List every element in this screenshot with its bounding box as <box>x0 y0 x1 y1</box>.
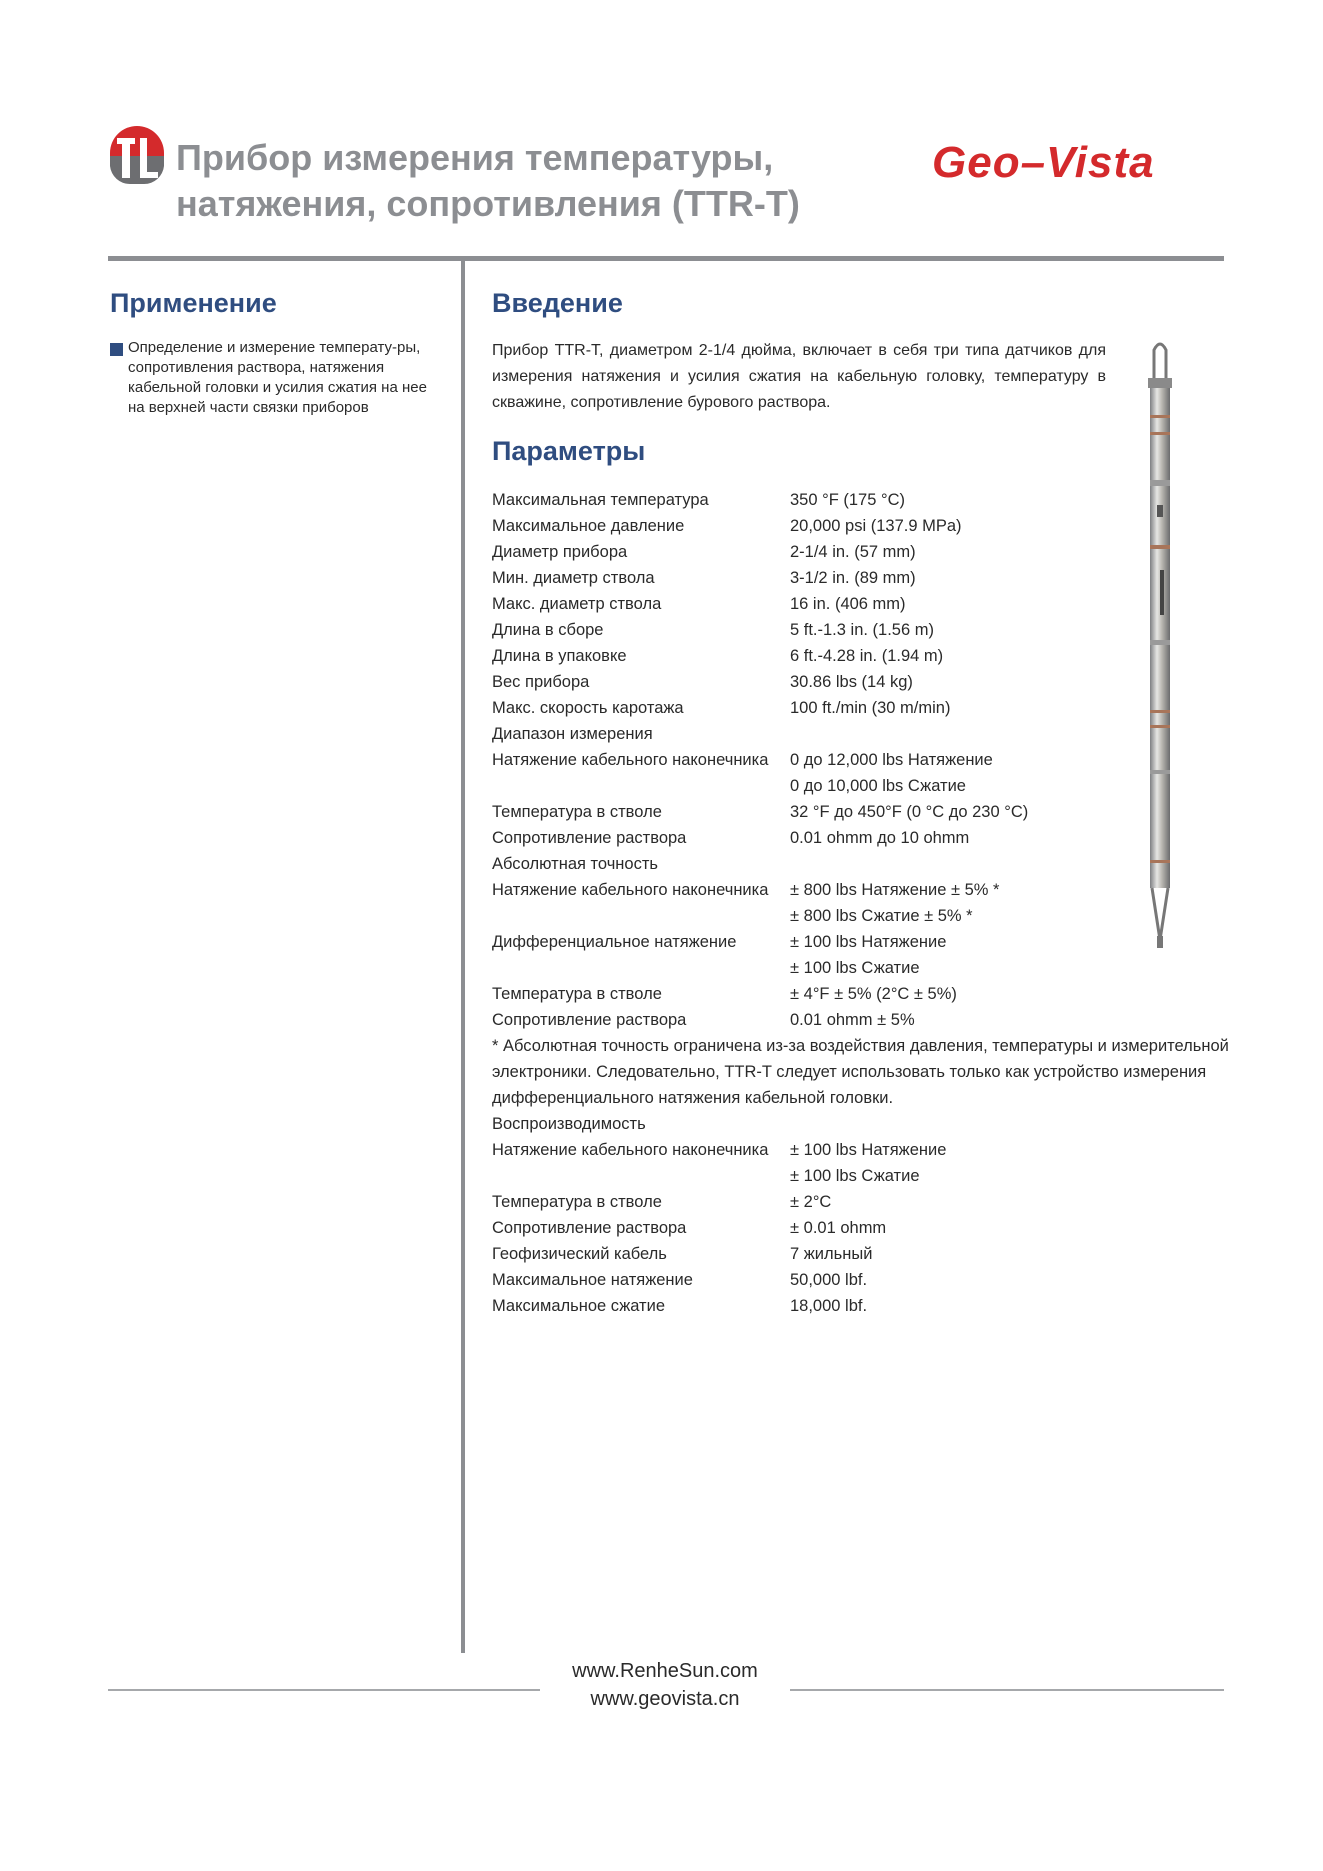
parameter-value: ± 100 lbs Сжатие <box>790 959 920 977</box>
bullet-square-icon <box>110 343 123 356</box>
parameter-row <box>492 591 1252 617</box>
parameter-value: 0 до 12,000 lbs Натяжение <box>790 751 993 769</box>
parameter-label: Диаметр прибора <box>492 543 628 561</box>
parameter-label: Натяжение кабельного наконечника <box>492 881 769 899</box>
parameter-label: Длина в сборе <box>492 621 604 639</box>
parameter-row <box>492 1293 1252 1319</box>
parameter-label: Воспроизводимость <box>492 1115 646 1133</box>
footer-divider-left <box>108 1689 540 1691</box>
parameter-row <box>492 487 1252 513</box>
parameter-label: Температура в стволе <box>492 1193 662 1211</box>
column-divider <box>461 260 465 1653</box>
parameter-value: 6 ft.-4.28 in. (1.94 m) <box>790 647 944 665</box>
parameter-row <box>492 929 1252 955</box>
parameter-label: Температура в стволе <box>492 985 662 1003</box>
parameter-row <box>492 825 1252 851</box>
parameter-row <box>492 1267 1252 1293</box>
parameter-row <box>492 1137 1252 1163</box>
parameter-row <box>492 1007 1252 1033</box>
parameter-row <box>492 539 1252 565</box>
parameter-row <box>492 773 1252 799</box>
parameter-label: Мин. диаметр ствола <box>492 569 655 587</box>
parameter-value: ± 100 lbs Натяжение <box>790 933 947 951</box>
title-line-2: натяжения, сопротивления (TTR-T) <box>176 183 800 224</box>
parameter-value: ± 800 lbs Натяжение ± 5% * <box>790 881 1000 899</box>
parameter-value: ± 2°C <box>790 1193 832 1211</box>
parameter-value: 32 °F до 450°F (0 °C до 230 °C) <box>790 803 1029 821</box>
parameter-row <box>492 955 1252 981</box>
parameter-label: Вес прибора <box>492 673 590 691</box>
parameter-value: 16 in. (406 mm) <box>790 595 906 613</box>
parameter-value: 18,000 lbf. <box>790 1297 868 1315</box>
parameter-label: Максимальное давление <box>492 517 685 535</box>
parameter-value: 20,000 psi (137.9 MPa) <box>790 517 962 535</box>
page-title <box>176 135 896 227</box>
footer-link-geovista[interactable]: www.geovista.cn <box>590 1688 740 1710</box>
parameter-value: ± 800 lbs Сжатие ± 5% * <box>790 907 973 925</box>
introduction-heading: Введение <box>492 288 623 318</box>
parameters-table <box>492 487 1252 1319</box>
parameter-label: Абсолютная точность <box>492 855 658 873</box>
parameter-value: 350 °F (175 °C) <box>790 491 905 509</box>
parameter-row <box>492 877 1252 903</box>
parameter-label: Сопротивление раствора <box>492 829 687 847</box>
parameter-label: Максимальное сжатие <box>492 1297 666 1315</box>
parameter-row <box>492 851 1252 877</box>
parameter-value: 0 до 10,000 lbs Сжатие <box>790 777 966 795</box>
footer-link-renhesun[interactable]: www.RenheSun.com <box>572 1660 758 1682</box>
geo-vista-logo: Geo–Vista <box>932 138 1155 187</box>
parameter-row <box>492 643 1252 669</box>
parameter-label: Натяжение кабельного наконечника <box>492 1141 769 1159</box>
parameter-label: Максимальная температура <box>492 491 709 509</box>
parameter-row <box>492 1111 1252 1137</box>
application-heading: Применение <box>110 288 277 318</box>
accuracy-note: * Абсолютная точность ограничена из-за воздействия давления, температуры и измерительной электроники. Следовательно, TTR-T следует использовать только как устройство измерения дифференциального натяжения кабельной головки. <box>492 1037 1229 1107</box>
header-divider <box>108 256 1224 261</box>
parameter-value: 7 жильный <box>790 1245 873 1263</box>
parameter-label: Дифференциальное натяжение <box>492 933 737 951</box>
parameter-row <box>492 799 1252 825</box>
parameter-label: Сопротивление раствора <box>492 1219 687 1237</box>
parameter-row <box>492 1241 1252 1267</box>
parameter-row <box>492 721 1252 747</box>
parameter-row <box>492 513 1252 539</box>
parameter-value: 2-1/4 in. (57 mm) <box>790 543 916 561</box>
parameter-value: 5 ft.-1.3 in. (1.56 m) <box>790 621 934 639</box>
parameter-label: Макс. скорость каротажа <box>492 699 684 717</box>
parameter-value: 30.86 lbs (14 kg) <box>790 673 913 691</box>
parameter-value: ± 0.01 ohmm <box>790 1219 887 1237</box>
parameter-row <box>492 669 1252 695</box>
parameter-value: 0.01 ohmm ± 5% <box>790 1011 915 1029</box>
parameter-row <box>492 1163 1252 1189</box>
parameter-label: Температура в стволе <box>492 803 662 821</box>
tl-logo-icon <box>108 124 166 186</box>
parameter-value: 100 ft./min (30 m/min) <box>790 699 951 717</box>
title-line-1: Прибор измерения температуры, <box>176 137 774 178</box>
parameter-row <box>492 747 1252 773</box>
footer-divider-right <box>790 1689 1224 1691</box>
parameter-label: Макс. диаметр ствола <box>492 595 662 613</box>
parameter-row <box>492 903 1252 929</box>
parameter-value: 50,000 lbf. <box>790 1271 868 1289</box>
parameter-label: Максимальное натяжение <box>492 1271 693 1289</box>
parameter-row <box>492 565 1252 591</box>
parameter-row <box>492 695 1252 721</box>
parameter-row <box>492 617 1252 643</box>
parameter-value: ± 4°F ± 5% (2°C ± 5%) <box>790 985 957 1003</box>
parameter-label: Натяжение кабельного наконечника <box>492 751 769 769</box>
parameter-label: Длина в упаковке <box>492 647 627 665</box>
parameter-row <box>492 981 1252 1007</box>
parameters-heading: Параметры <box>492 436 646 466</box>
parameter-value: 3-1/2 in. (89 mm) <box>790 569 916 587</box>
parameter-row <box>492 1189 1252 1215</box>
application-item: Определение и измерение температу-ры, сопротивления раствора, натяжения кабельной головки и усилия сжатия на нее на верхней части связки приборов <box>128 339 427 416</box>
parameter-value: 0.01 ohmm до 10 ohmm <box>790 829 970 847</box>
parameter-label: Диапазон измерения <box>492 725 653 743</box>
parameter-label: Геофизический кабель <box>492 1245 667 1263</box>
parameter-value: ± 100 lbs Натяжение <box>790 1141 947 1159</box>
introduction-text: Прибор TTR-T, диаметром 2-1/4 дюйма, включает в себя три типа датчиков для измерения натяжения и усилия сжатия на кабельную головку, температуру в скважине, сопротивление бурового раствора. <box>492 342 1106 411</box>
parameter-value: ± 100 lbs Сжатие <box>790 1167 920 1185</box>
parameter-row <box>492 1215 1252 1241</box>
parameter-label: Сопротивление раствора <box>492 1011 687 1029</box>
